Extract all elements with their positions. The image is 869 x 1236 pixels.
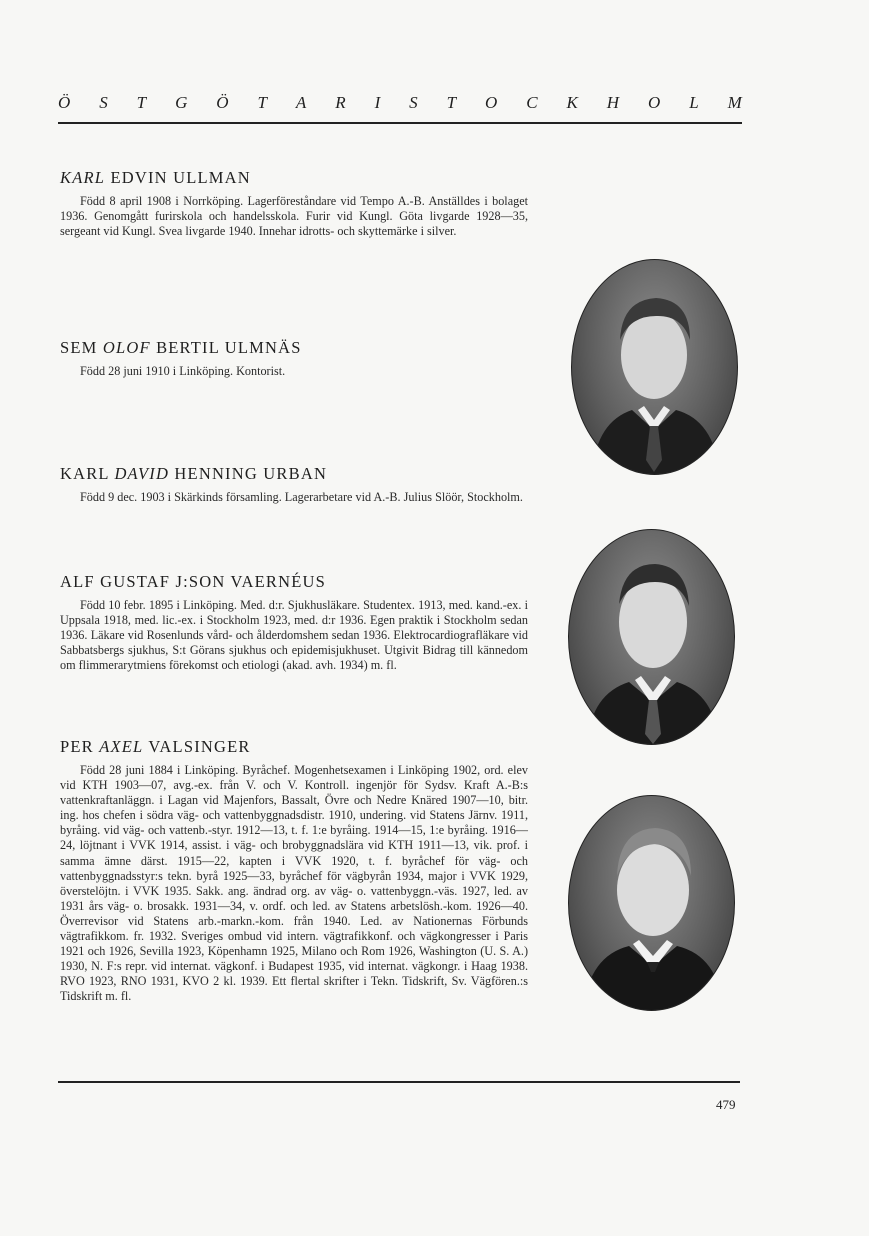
entry-text: Född 8 april 1908 i Norrköping. Lagerföreståndare vid Tempo A.-B. Anställdes i bolaget 1936. Genomgått furirskola och handelsskola. Furir vid Kungl. Göta livgarde 1928—35, sergeant vid Kungl. Svea livgarde 1940. Innehar idrotts- och skyttemärke i silver. (60, 194, 528, 239)
entry-name-pre: ALF GUSTAF J:SON VAERNÉUS (60, 572, 326, 591)
running-head-letter: Ö (216, 93, 229, 112)
running-head-letter: R (335, 93, 346, 112)
entry-name-rest: BERTIL ULMNÄS (150, 338, 302, 357)
running-head-letter: I (374, 93, 381, 112)
entry-name (60, 338, 380, 358)
entry-name (60, 572, 528, 592)
running-head-letter: Ö (58, 93, 71, 112)
running-head-letter: A (295, 93, 307, 112)
entry-name-given: OLOF (102, 338, 151, 357)
biography-entry (60, 168, 528, 239)
portrait-man-icon (569, 796, 734, 1010)
running-head-letter: G (175, 93, 188, 112)
entry-name-given: DAVID (114, 464, 170, 483)
portrait-man-icon (572, 260, 737, 474)
footer-rule (58, 1081, 740, 1083)
running-head-letter: S (409, 93, 418, 112)
entry-name-rest: HENNING URBAN (169, 464, 328, 483)
portrait-photo (568, 795, 735, 1011)
portrait-photo (571, 259, 738, 475)
running-head-letter: T (446, 93, 457, 112)
running-head-letter: T (136, 93, 147, 112)
running-head-letter: K (566, 93, 578, 112)
entry-name (60, 464, 528, 484)
page-number: 479 (716, 1097, 736, 1112)
entry-text: Född 28 juni 1910 i Linköping. Kontorist. (80, 364, 286, 378)
entry-text: Född 10 febr. 1895 i Linköping. Med. d:r. Sjukhusläkare. Studentex. 1913, med. kand.-ex. i Uppsala 1918, med. lic.-ex. i Stockholm 1923, med. d:r 1936. Egen praktik i Stockholm sedan 1936. Läkare vid Rosenlunds vård- och ålderdomshem sedan 1936. Elektrocardiografläkare vid Sabbatsbergs sjukhus, S:t Görans sjukhus och epidemisjukhuset. Utgivit Bidrag till kännedom om flimmerarytmiens förekomst och etiologi (akad. avh. 1934) m. fl. (60, 598, 528, 673)
entry-name-pre: PER (60, 737, 100, 756)
running-head-letter: T (257, 93, 267, 112)
biography-entry (60, 572, 528, 673)
header-rule (58, 122, 742, 124)
portrait-man-icon (569, 530, 734, 744)
biography-entry (60, 464, 528, 505)
portrait-photo (568, 529, 735, 745)
running-head-letter: O (485, 93, 498, 112)
running-head-letter: H (606, 93, 620, 112)
running-head (58, 93, 742, 113)
entry-text: Född 28 juni 1884 i Linköping. Byråchef. Mogenhetsexamen i Linköping 1902, ord. elev vid KTH 1903—07, avg.-ex. från V. och V. Kontroll. ingenjör för Sydsv. Kraft A.-B:s vattenkraftanläggn. i Lagan vid Majenfors, Bassalt, Övre och Nedre Knäred 1907—10, bitr. ing. hos chefen i södra väg- och vattenbyggnadsdistr. 1910, undering. vid Statens Järnv. 1911, byråing. vid väg- och vattenb.-styr. 1912—13, t. f. 1:e byråing. 1914—15, 1:e byråing. 1916—24, löjtnant i VVK 1914, assist. i väg- och brobyggnadslära vid KTH 1911—13, vik. prof. i samma ämne därst. 1915—22, kapten i VVK 1920, t. f. byråchef för väg- och vattenbyggnadsstyr:s tekn. byrå 1925—33, byråchef för vägbyrån 1934, major i VVK 1929, överstelöjtn. i VVK 1935. Sakk. ang. ändrad org. av väg- o. vattenbyggn.-väs. 1927, led. av 1931 års väg- o. brosakk. 1931—34, v. ordf. och led. av Statens arbetslösh.-kom. 1926—40. Överrevisor vid Statens arb.-markn.-kom. från 1940. Led. av Nationernas Förbunds vägtrafikkom. fr. 1932. Sveriges ombud vid intern. vägtrafikkonf. och vägkongresser i Paris 1921 och 1926, Sevilla 1923, Köpenhamn 1925, Milano och Rom 1926, Washington (U. S. A.) 1930, N. F:s repr. vid internat. vägkonf. i Budapest 1935, vid internat. vägkongr. i Haag 1938. RVO 1923, RNO 1931, KVO 2 kl. 1939. Ett flertal skrifter i Tekn. Tidskrift, Sv. Vägfören.:s Tidskrift m. fl. (60, 763, 528, 1004)
running-head-letter: O (648, 93, 661, 112)
entry-name-pre: KARL (60, 464, 115, 483)
biography-entry (60, 338, 380, 379)
biography-entry (60, 737, 528, 1005)
entry-name-pre: SEM (60, 338, 103, 357)
entry-name-rest: EDVIN ULLMAN (105, 168, 251, 187)
entry-name-given: AXEL (99, 737, 144, 756)
entry-text: Född 9 dec. 1903 i Skärkinds församling. Lagerarbetare vid A.-B. Julius Slöör, Stockholm. (80, 490, 523, 504)
entry-name (60, 737, 528, 757)
entry-name (60, 168, 528, 188)
entry-name-given: KARL (60, 168, 106, 187)
running-head-letter: C (526, 93, 538, 112)
entry-name-rest: VALSINGER (143, 737, 251, 756)
running-head-letter: S (99, 93, 108, 112)
running-head-letter: M (727, 93, 742, 112)
running-head-letter: L (689, 93, 699, 112)
